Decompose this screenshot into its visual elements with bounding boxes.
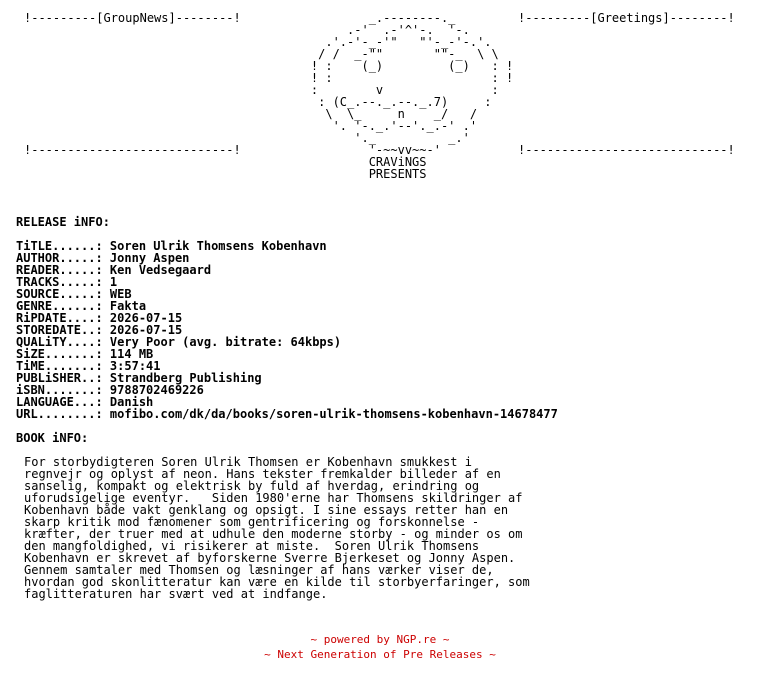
release-info-key: QUALiTY....:	[16, 335, 110, 349]
release-info-key: TRACKS.....:	[16, 275, 110, 289]
release-info-key: GENRE......:	[16, 299, 110, 313]
release-info-heading: RELEASE iNFO:	[16, 215, 110, 229]
release-info-key: STOREDATE..:	[16, 323, 110, 337]
groupnews-bottom-line: !----------------------------!	[24, 143, 241, 157]
release-info-value: 114 MB	[109, 347, 154, 361]
release-info-value: Danish	[109, 395, 154, 409]
release-info-key: RiPDATE....:	[16, 311, 110, 325]
release-info-value: WEB	[109, 287, 132, 301]
greetings-box	[518, 12, 735, 156]
footer	[0, 632, 760, 662]
release-info-value: Soren Ulrik Thomsens Kobenhavn	[109, 239, 327, 253]
release-info-key: SOURCE.....:	[16, 287, 110, 301]
greetings-title-line: !---------[Greetings]--------!	[518, 11, 735, 25]
release-info-value: Jonny Aspen	[109, 251, 190, 265]
release-info-value: 1	[109, 275, 118, 289]
release-info-value: Fakta	[109, 299, 147, 313]
cravings-logo-art: _.--------._ .-' .-'^'-. '-. .'.-'-_-'" "'-_-'-.'. / / _-"" ""-_ \ \ ! : (_) (_) : ! ! : : ! : v : : (C_.--._.--._.7) : \ \_ n _/ / '. '-._.'--'._.-' .' '._ _.' '-~~vv~~-' CRAViNGS PRESENTS	[310, 11, 514, 181]
release-info-value: Ken Vedsegaard	[109, 263, 212, 277]
release-info-key: READER.....:	[16, 263, 110, 277]
release-info-key: LANGUAGE...:	[16, 395, 110, 409]
release-info-value: 2026-07-15	[109, 323, 183, 337]
release-info-value: 2026-07-15	[109, 311, 183, 325]
release-info-row	[16, 408, 558, 420]
release-info-value: Strandberg Publishing	[109, 371, 262, 385]
book-info-heading: BOOK iNFO:	[16, 431, 89, 445]
release-info-key: TiME.......:	[16, 359, 110, 373]
release-info-value: 3:57:41	[109, 359, 161, 373]
groupnews-box	[24, 12, 241, 156]
release-info-key: URL........:	[16, 407, 110, 421]
release-info-key: PUBLiSHER..:	[16, 371, 110, 385]
book-description: For storbydigteren Soren Ulrik Thomsen er Kobenhavn smukkest i regnvejr og oplyst af neon. Hans tekster fremkalder billeder af en sanselig, kompakt og elektrisk by fuld af hverdag, erindring og uforudsigelige eventyr. Siden 1980'erne har Thomsens skildringer af Kobenhavn både vakt genklang og opsigt. I sine essays retter han en skarp kritik mod fænomener som gentrificering og forskonnelse - kræfter, der truer med at udhule den moderne storby - og minder os om den mangfoldighed, vi risikerer at miste. Soren Ulrik Thomsens Kobenhavn er skrevet af byforskerne Sverre Bjerkeset og Jonny Aspen. Gennem samtaler med Thomsen og læsninger af hans værker viser de, hvordan god skonlitteratur kan være en kilde til storbyerfaringer, som faglitteraturen har svært ved at indfange.	[24, 455, 530, 601]
release-info-key: TiTLE......:	[16, 239, 110, 253]
release-info-value: mofibo.com/dk/da/books/soren-ulrik-thomsens-kobenhavn-14678477	[109, 407, 558, 421]
release-info-list	[16, 240, 558, 420]
footer-tagline: ~ Next Generation of Pre Releases ~	[264, 648, 496, 661]
release-info-key: iSBN.......:	[16, 383, 110, 397]
footer-powered-by: ~ powered by NGP.re ~	[310, 633, 450, 646]
release-info-key: AUTHOR.....:	[16, 251, 110, 265]
groupnews-title-line: !---------[GroupNews]--------!	[24, 11, 241, 25]
release-info-key: SiZE.......:	[16, 347, 110, 361]
release-info-value: 9788702469226	[109, 383, 204, 397]
greetings-bottom-line: !----------------------------!	[518, 143, 735, 157]
release-info-value: Very Poor (avg. bitrate: 64kbps)	[109, 335, 342, 349]
